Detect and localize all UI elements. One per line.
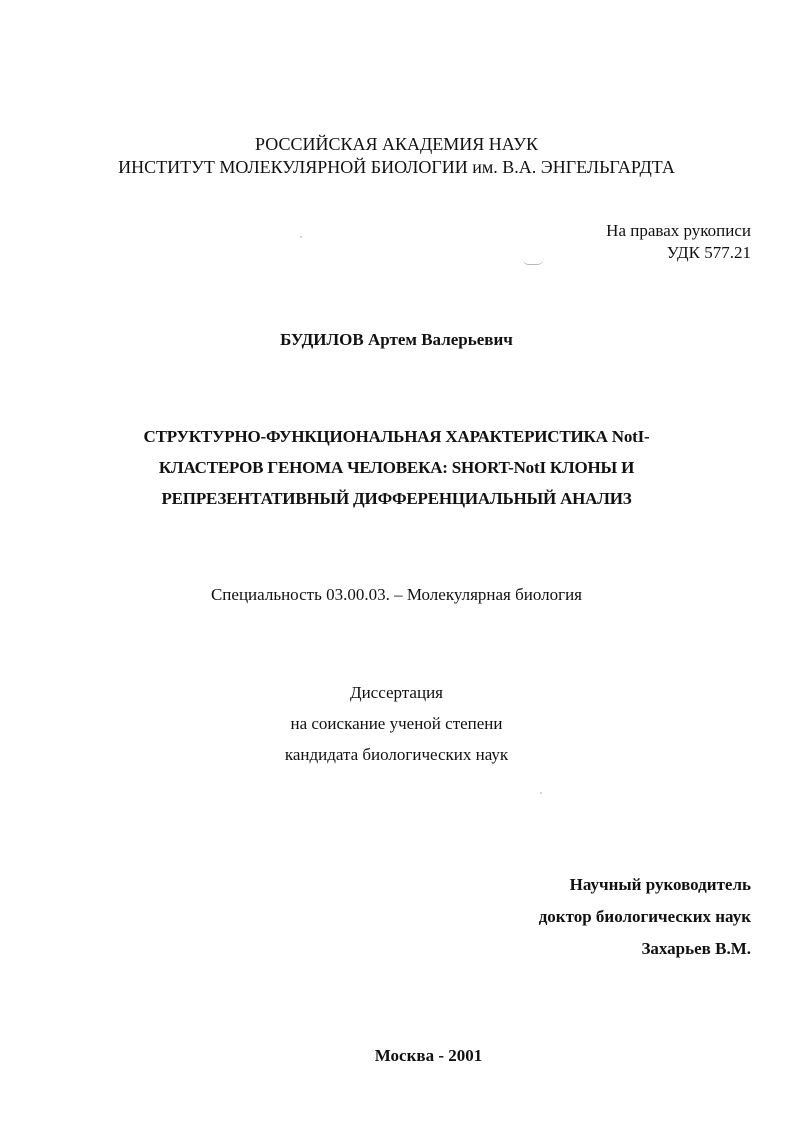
- degree-name: кандидата биологических наук: [284, 745, 509, 764]
- degree-purpose: на соискание ученой степени: [290, 714, 503, 733]
- scan-speck: [540, 792, 542, 794]
- supervisor-name: Захарьев В.М.: [641, 939, 751, 958]
- academy-name: РОССИЙСКАЯ АКАДЕМИЯ НАУК: [255, 134, 538, 154]
- institute-name: ИНСТИТУТ МОЛЕКУЛЯРНОЙ БИОЛОГИИ им. В.А. ЭНГЕЛЬГАРДТА: [118, 157, 675, 177]
- scan-speck: [300, 236, 302, 238]
- dissertation-title-line-3: РЕПРЕЗЕНТАТИВНЫЙ ДИФФЕРЕНЦИАЛЬНЫЙ АНАЛИЗ: [161, 489, 632, 508]
- dissertation-title-line-1: СТРУКТУРНО-ФУНКЦИОНАЛЬНАЯ ХАРАКТЕРИСТИКА NotI-: [143, 427, 650, 446]
- scan-smudge: [522, 258, 544, 265]
- manuscript-rights: На правах рукописи: [606, 221, 751, 240]
- specialty: Специальность 03.00.03. – Молекулярная биология: [210, 585, 583, 604]
- supervisor-degree: доктор биологических наук: [538, 907, 751, 926]
- udc-code: УДК 577.21: [666, 243, 751, 262]
- city-year: Москва - 2001: [374, 1046, 483, 1065]
- document-type: Диссертация: [349, 683, 443, 702]
- supervisor-label: Научный руководитель: [569, 875, 751, 894]
- author-name: БУДИЛОВ Артем Валерьевич: [280, 330, 513, 349]
- dissertation-title-line-2: КЛАСТЕРОВ ГЕНОМА ЧЕЛОВЕКА: SHORT-NotI КЛОНЫ И: [158, 458, 635, 477]
